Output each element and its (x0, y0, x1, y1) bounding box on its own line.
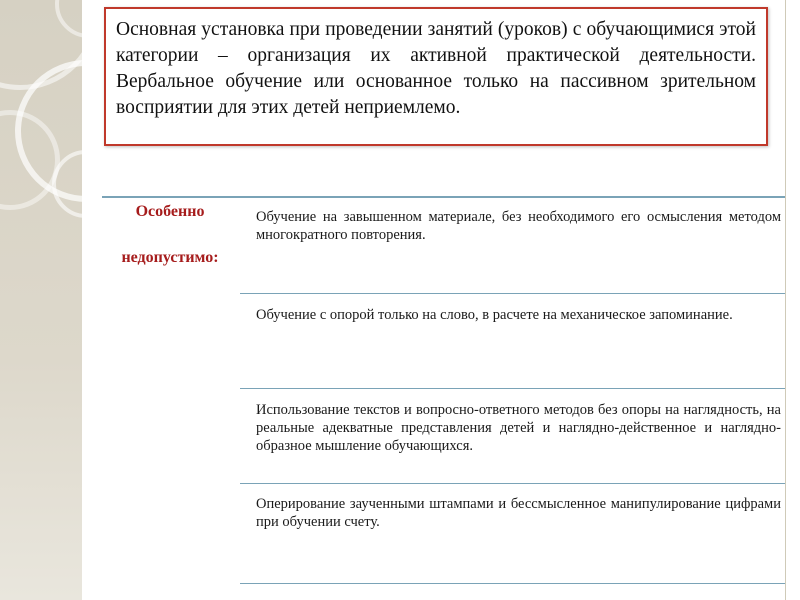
table-row-text: Обучение с опорой только на слово, в расчете на механическое запоминание. (256, 307, 733, 323)
table-row (240, 401, 785, 455)
row-divider (240, 583, 785, 584)
row-divider (240, 293, 785, 294)
label-line-1: Особенно (135, 203, 205, 220)
table-row-text: Обучение на завышенном материале, без необходимого его осмысления методом многократного повторения. (256, 209, 781, 243)
label-line-2: недопустимо: (121, 249, 219, 266)
table-top-border (102, 196, 785, 198)
intro-paragraph: Основная установка при проведении занятий (уроков) с обучающимися этой категории – организация их активной практической деятельности. Вербальное обучение или основанное только на пассивном зрительном восприятии для этих детей неприемлемо. (116, 19, 756, 118)
decorative-side-band (0, 0, 82, 600)
intro-text-box (104, 7, 768, 146)
table-row-text: Оперирование заученными штампами и бессмысленное манипулирование цифрами при обучении счету. (256, 496, 781, 530)
table-row (240, 208, 785, 244)
row-divider (240, 483, 785, 484)
table-row-text: Использование текстов и вопросно-ответного методов без опоры на наглядность, на реальные адекватные представления детей и наглядно-действенное и наглядно-образное мышление обучающихся. (256, 402, 781, 454)
right-divider-line (785, 0, 786, 600)
restrictions-table (102, 196, 785, 588)
row-divider (240, 388, 785, 389)
table-row (240, 495, 785, 531)
table-label-cell (102, 202, 238, 268)
table-row (240, 306, 785, 324)
